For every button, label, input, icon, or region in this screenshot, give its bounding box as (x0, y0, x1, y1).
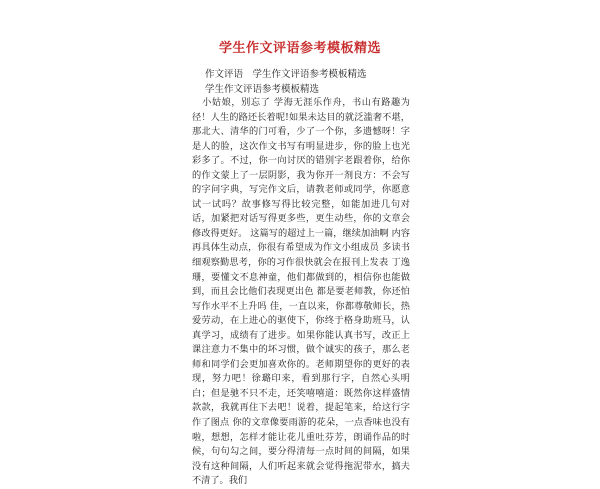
document-title: 学生作文评语参考模板精选 (218, 41, 381, 56)
category-line: 作文评语 学生作文评语参考模板精选 (205, 69, 367, 80)
body-paragraph: 小姑娘，别忘了 学海无涯乐作舟，书山有路趣为径！人生的路还长着呢!如果未达目的就泛滥奢不堪，那北大、清华的门可看，少了一个你，多遗憾呀！字是人的脸，这次作文书写有明显进步，你的脸上也光彩多了。不过，你一向讨厌的错别字老跟着你，给你的作文蒙上了一层阴影，我为你开一剂良方：不会写的字问字典，写完作文后，请教老师或同学，你愿意试一试吗？故事修写得比较完整，如能加进几句对话，加紧把对话写得更多些，更生动些，你的文章会修改得更好。 这篇写的超过上一篇，继续加油啊 内容再具体生动点，你很有希望成为作文小组成员 多读书细观察勤思考，你的习作很快就会在报刊上发表 丁逸珊，要懂文不息神童，他们都做到的，相信你也能做到，而且会比他们表现更出色 都是要老师教，你还怕写作水平不上升吗 佳，一直以来，你都尊敬师长，热爱劳动，在上进心的驱使下，你终于格身助班马，认真学习，成绩有了进步。如果你能认真书写，改正上课注意力不集中的坏习惯，做个诚实的孩子，那么老师和同学们会更加喜欢你的。老师期望你的更好的表现，努力吧！徐璐印来，看到那行字，自然心头明白；但是驰不只不走，还笑嘻嘻道：既然你这样盛情款款，我就再住下去吧！说着，提起笔来，给这行字作了图点 你的文章像要雨游的花朵，一点香味也没有啦，想想，怎样才能让花儿重吐芬芳，朗诵作品的时候，句句勾之间，要分得清每一点时间的间隔，如果没有这种间隔，人们听起来就会觉得拖泥带水，搞夫不清了。我们 (192, 97, 410, 487)
subtitle-line: 学生作文评语参考模板精选 (205, 84, 320, 95)
